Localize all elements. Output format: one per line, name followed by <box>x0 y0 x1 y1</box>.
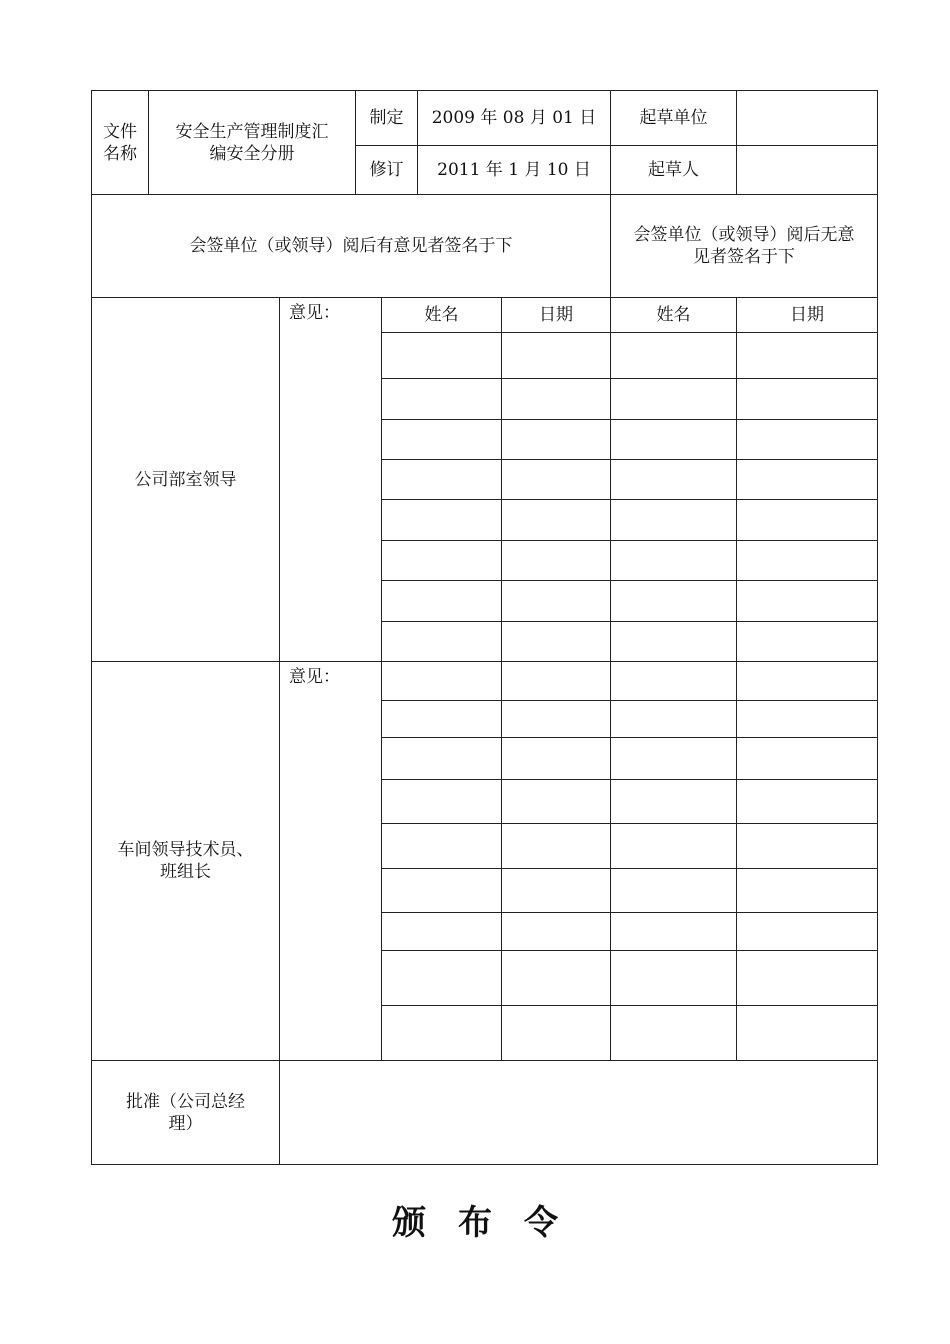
drafting-unit-field[interactable] <box>737 91 877 145</box>
promulgation-title: 颁布令 <box>392 1203 590 1243</box>
rule-line <box>381 580 878 581</box>
column-name-2: 姓名 <box>656 305 691 325</box>
rule-line <box>381 419 878 420</box>
doc-name-value: 安全生产管理制度汇 编安全分册 <box>175 121 329 164</box>
drafter-label: 起草人 <box>648 160 699 180</box>
rule-line <box>381 950 878 951</box>
rule-line <box>381 912 878 913</box>
approval-label: 批准（公司总经 理） <box>126 1091 245 1134</box>
section-label-dept-leaders: 公司部室领导 <box>134 469 237 490</box>
rule-line <box>381 378 878 379</box>
rule-line <box>381 621 878 622</box>
rule-line <box>381 459 878 460</box>
countersign-without-opinion: 会签单位（或领导）阅后无意 见者签名于下 <box>633 225 855 267</box>
section-label-workshop-leaders: 车间领导技术员、 班组长 <box>117 840 254 882</box>
opinion-label: 意见： <box>289 667 340 687</box>
rule-line <box>381 868 878 869</box>
rule-line <box>381 332 878 333</box>
rule-line <box>501 297 502 1060</box>
revised-label: 修订 <box>369 160 404 180</box>
rule-line <box>381 297 382 1060</box>
rule-line <box>381 700 878 701</box>
rule-line <box>736 297 737 1060</box>
doc-name-label: 文件 名称 <box>103 121 137 164</box>
made-date: 2009 年 08 月 01 日 <box>431 108 597 128</box>
rule-line <box>381 779 878 780</box>
approval-field[interactable] <box>280 1061 877 1164</box>
countersign-with-opinion: 会签单位（或领导）阅后有意见者签名于下 <box>189 236 513 256</box>
opinion-label: 意见： <box>289 303 340 323</box>
rule-line <box>381 823 878 824</box>
rule-line <box>381 737 878 738</box>
drafter-field[interactable] <box>737 146 877 194</box>
revised-date: 2011 年 1 月 10 日 <box>437 160 591 180</box>
rule-line <box>381 1005 878 1006</box>
drafting-unit-label: 起草单位 <box>639 108 708 128</box>
column-date-2: 日期 <box>790 305 824 325</box>
rule-line <box>610 297 611 1060</box>
rule-line <box>381 540 878 541</box>
column-name-1: 姓名 <box>424 305 459 325</box>
column-date-1: 日期 <box>539 305 573 325</box>
rule-line <box>381 499 878 500</box>
rule-line <box>279 297 280 1165</box>
made-label: 制定 <box>369 108 404 128</box>
